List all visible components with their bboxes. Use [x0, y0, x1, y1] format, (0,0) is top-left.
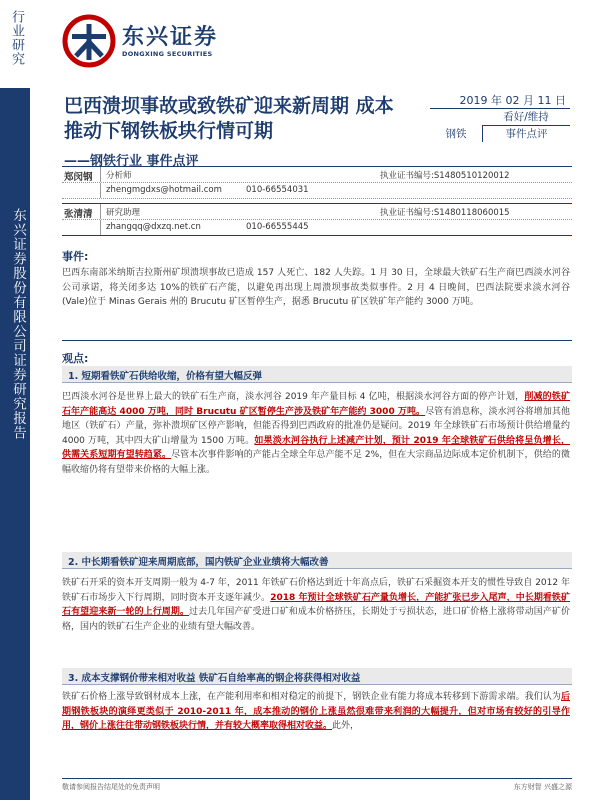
footer-slogan: 东方财智 兴盛之源 [513, 783, 572, 791]
analyst-contact-row [62, 220, 572, 236]
highlight: 后期钢铁板块的演绎更类似于 2010-2011 年，成本推动的钢价上涨虽然很难带来利润的大幅提升，但对市场有较好的引导作用，钢价上涨往往带动钢铁板块行情，并有较大概率取得相对收益。 [62, 692, 570, 731]
section-title: 2. 中长期看铁矿迎来周期底部，国内铁矿企业业绩将大幅改善 [68, 557, 329, 568]
disclaimer-note: 敬请参阅报告结尾处的免责声明 [62, 783, 160, 791]
highlight: 如果淡水河谷执行上述减产计划，预计 2019 年全球铁矿石供给将呈负增长，供需关系短期有望转趋紧。 [62, 435, 570, 460]
analyst-row [62, 204, 572, 220]
highlight: 2018 年预计全球铁矿石产量负增长，产能扩张已步入尾声，中长期看铁矿石有望迎来新一轮的上行周期。 [62, 592, 570, 617]
section-title: 1. 短期看铁矿石供给收缩，价格有望大幅反弹 [68, 371, 263, 382]
event-heading: 事件: [62, 250, 89, 263]
tag-row [430, 126, 570, 142]
logo-mark-icon [62, 14, 120, 68]
analyst-email[interactable]: zhengmgdxs@hotmail.com [106, 185, 222, 195]
report-subtitle: ——钢铁行业 事件点评 [64, 154, 199, 169]
analyst-phone: 010-66554031 [246, 185, 309, 195]
logo-name-en: DONGXING SECURITIES [122, 50, 213, 58]
analyst-name: 张清清 [64, 209, 93, 220]
section-title: 3. 成本支撑钢价带来相对收益 铁矿石自给率高的钢企将获得相对收益 [68, 673, 361, 684]
section-heading-2 [62, 552, 572, 569]
analyst-email[interactable]: zhangqq@dxzq.net.cn [106, 222, 201, 232]
views-heading: 观点: [62, 352, 89, 365]
analyst-role: 分析师 [106, 171, 132, 181]
report-type-tag: 事件点评 [482, 126, 570, 142]
rating-badge: 看好/维持 [482, 109, 570, 126]
analyst-contact-row [62, 183, 572, 199]
category-label: 行业研究 [9, 10, 24, 66]
industry-tag: 钢铁 [445, 128, 467, 140]
page-footer [62, 778, 572, 792]
company-logo [62, 14, 222, 74]
analyst-table [62, 166, 572, 236]
report-meta [430, 92, 570, 142]
section-heading-1 [62, 366, 572, 383]
analyst-cert: 执业证书编号:S1480118060015 [380, 208, 510, 218]
analyst-cert: 执业证书编号:S1480510120012 [380, 171, 510, 181]
section-body-1: 巴西淡水河谷是世界上最大的铁矿石生产商，淡水河谷 2019 年产量目标 4 亿吨，根据淡水河谷方面的停产计划，削减的铁矿石年产能高达 4000 万吨，同时 Brucutu 矿区暂停生产涉及铁矿年产能约 3000 万吨。尽管有消息称，淡水河谷将增加其他地区（铁矿石）产量，弥补溃坝矿区停产影响，但能否得到巴西政府的批准仍是疑问。2019 年全球铁矿石市场预计供给增量约 4000 万吨，其中四大矿山增量为 1500 万吨。如果淡水河谷执行上述减产计划，预计 2019 年全球铁矿石供给将呈负增长，供需关系短期有望转趋紧。尽管本次事件影响的产能占全球全年总产能不足 2%，但在大宗商品边际成本定价机制下，供给的微幅收缩仍将有望带来价格的大幅上涨。 [62, 392, 570, 475]
logo-name-cn: 东兴证券 [122, 25, 219, 50]
analyst-role: 研究助理 [106, 208, 141, 218]
section-body-3: 铁矿石价格上涨导致钢材成本上涨，在产能利用率和相对稳定的前提下，钢铁企业有能力将成本转移到下游需求端。我们认为后期钢铁板块的演绎更类似于 2010-2011 年，成本推动的钢价上涨虽然很难带来利润的大幅提升，但对市场有较好的引导作用，钢价上涨往往带动钢铁板块行情，并有较大概率取得相对收益。此外， [62, 692, 570, 731]
section-heading-3 [62, 668, 572, 685]
divider [62, 340, 572, 341]
analyst-row [62, 167, 572, 183]
analyst-name: 郑闵钢 [64, 172, 93, 183]
highlight: 削减的铁矿石年产能高达 4000 万吨，同时 Brucutu 矿区暂停生产涉及铁矿年产能约 3000 万吨。 [62, 392, 570, 417]
sidebar-band [0, 88, 30, 800]
analyst-phone: 010-66555445 [246, 222, 309, 232]
company-label: 东兴证券股份有限公司证券研究报告 [10, 208, 26, 440]
event-body: 巴西东南部米纳斯吉拉斯州矿坝溃坝事故已造成 157 人死亡、182 人失踪。1 月 30 日，全球最大铁矿石生产商巴西淡水河谷公司承诺，将关闭多达 10%的铁矿石产能，以避免再出现上周溃坝事故类似事件。2 月 4 日晚间，巴西法院要求淡水河谷(Vale)位于 Minas Gerais 州的 Brucutu 矿区暂停生产，据悉 Brucutu 矿区铁矿年产能约 3000 万吨。 [62, 268, 570, 307]
report-title: 巴西溃坝事故或致铁矿迎来新周期 成本推动下钢铁板块行情可期 [64, 95, 394, 142]
section-body-2: 铁矿石开采的资本开支周期一般为 4-7 年，2011 年铁矿石价格达到近十年高点后，铁矿石采掘资本开支的惯性导致自 2012 年铁矿石市场步入下行周期，同时资本开支逐年减少。2018 年预计全球铁矿石产量负增长，产能扩张已步入尾声，中长期看铁矿石有望迎来新一轮的上行周期。过去几年国产矿受进口矿和成本价格挤压，长期处于亏损状态，进口矿价格上涨将带动国产矿价格，国内的铁矿石生产企业的业绩有望大幅改善。 [62, 578, 570, 632]
report-date: 2019 年 02 月 11 日 [430, 92, 570, 109]
sidebar-top [0, 0, 30, 88]
